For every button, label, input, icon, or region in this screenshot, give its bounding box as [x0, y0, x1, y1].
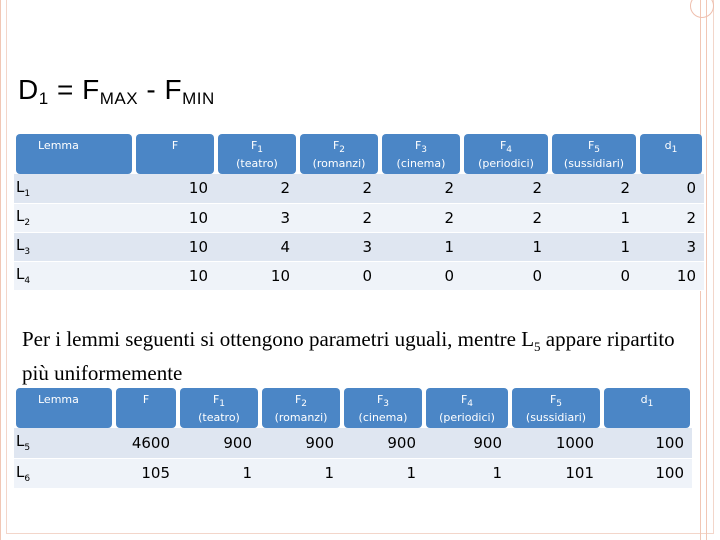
header-subscript: 3 [421, 145, 428, 156]
table-cell: 1000 [510, 428, 602, 458]
table-cell: 2 [462, 203, 550, 232]
slide-title: $D_1 = F_{MAX} - F_{MIN}$ [18, 74, 215, 108]
header-note: (sussidiari) [525, 411, 587, 425]
header-label: d [664, 139, 672, 152]
column-header [638, 134, 704, 174]
header-cell [464, 134, 548, 174]
table-cell: 10 [638, 261, 704, 290]
explanatory-note: Per i lemmi seguenti si ottengono parametri uguali, mentre $L_5$ appare ripartito più uniformemente [22, 327, 675, 386]
table-cell: 900 [260, 428, 342, 458]
column-header [298, 134, 380, 174]
table-row [14, 174, 704, 203]
header-cell [262, 388, 340, 428]
header-subscript: 5 [556, 399, 563, 410]
header-note: (romanzi) [312, 157, 366, 171]
row-label-subscript: 4 [24, 276, 31, 286]
table-row [14, 458, 692, 488]
column-header [380, 134, 462, 174]
row-label [14, 428, 114, 458]
table-cell: 2 [298, 174, 380, 203]
table-cell: 1 [260, 458, 342, 488]
table-cell: 10 [134, 232, 216, 261]
header-label: Lemma [38, 139, 79, 152]
column-header [510, 388, 602, 428]
table-cell: 0 [550, 261, 638, 290]
header-label: F [587, 139, 595, 152]
column-header [260, 388, 342, 428]
table-cell: 10 [216, 261, 298, 290]
table-cell: 3 [216, 203, 298, 232]
header-subscript: 3 [383, 399, 390, 410]
header-note: (romanzi) [274, 411, 328, 425]
table-cell: 2 [638, 203, 704, 232]
header-subscript: 1 [257, 145, 264, 156]
column-header [602, 388, 692, 428]
table-cell: 900 [424, 428, 510, 458]
table-cell: 3 [298, 232, 380, 261]
row-label [14, 232, 134, 261]
table-cell: 2 [462, 174, 550, 203]
header-label: F [212, 393, 220, 406]
column-header [550, 134, 638, 174]
header-subscript: 1 [219, 399, 226, 410]
header-cell [136, 134, 214, 174]
row-label-subscript: 1 [24, 188, 31, 199]
header-note: (cinema) [358, 411, 408, 425]
table-cell: 4600 [114, 428, 178, 458]
header-subscript: 2 [339, 145, 346, 156]
header-cell [218, 134, 296, 174]
table-cell: 0 [462, 261, 550, 290]
table-cell: 900 [342, 428, 424, 458]
column-header [178, 388, 260, 428]
table-cell: 1 [462, 232, 550, 261]
table-cell: 1 [424, 458, 510, 488]
header-label: F [499, 139, 507, 152]
table-cell: 900 [178, 428, 260, 458]
column-header [462, 134, 550, 174]
right-edge-line-2 [706, 0, 707, 540]
table-cell: 10 [134, 174, 216, 203]
header-cell [344, 388, 422, 428]
row-label [14, 174, 134, 203]
header-label: d [640, 393, 648, 406]
header-label: F [250, 139, 258, 152]
header-cell [640, 134, 702, 174]
header-note: (teatro) [236, 157, 278, 171]
column-header [216, 134, 298, 174]
header-label: F [460, 393, 468, 406]
table-row [14, 232, 704, 261]
table-row [14, 203, 704, 232]
header-label: F [294, 393, 302, 406]
table-cell: 3 [638, 232, 704, 261]
header-subscript: 1 [647, 399, 654, 410]
header-cell [300, 134, 378, 174]
header-cell [382, 134, 460, 174]
row-label-text: L [16, 462, 25, 481]
header-note: (teatro) [198, 411, 240, 425]
table-cell: 1 [550, 232, 638, 261]
table-cell: 0 [380, 261, 462, 290]
table-cell: 0 [298, 261, 380, 290]
frequency-table-2 [14, 388, 692, 489]
row-label-subscript: 6 [24, 473, 31, 484]
left-edge-line [0, 0, 1, 540]
header-label: Lemma [38, 393, 79, 406]
column-header [134, 134, 216, 174]
table-cell: 1 [342, 458, 424, 488]
header-subscript: 4 [467, 399, 474, 410]
header-subscript: 4 [506, 145, 513, 156]
table-cell: 2 [298, 203, 380, 232]
header-cell [552, 134, 636, 174]
row-label-text: L [16, 236, 25, 254]
header-label: F [332, 139, 340, 152]
row-label [14, 261, 134, 290]
header-label: F [376, 393, 384, 406]
table-cell: 1 [550, 203, 638, 232]
table-row [14, 261, 704, 290]
header-cell [116, 388, 176, 428]
table-cell: 101 [510, 458, 602, 488]
column-header [14, 134, 134, 174]
header-cell [16, 134, 132, 174]
table-cell: 100 [602, 458, 692, 488]
frequency-table-1 [14, 134, 704, 291]
table-cell: 2 [380, 174, 462, 203]
header-subscript: 5 [594, 145, 601, 156]
header-note: (cinema) [396, 157, 446, 171]
header-note: (sussidiari) [563, 157, 625, 171]
table-cell: 1 [178, 458, 260, 488]
table-cell: 2 [380, 203, 462, 232]
header-cell [16, 388, 112, 428]
row-label-text: L [16, 207, 25, 225]
table-row [14, 428, 692, 458]
header-note: (periodici) [478, 157, 534, 171]
column-header [114, 388, 178, 428]
header-label: F [549, 393, 557, 406]
row-label-text: L [16, 265, 25, 283]
table-cell: 10 [134, 261, 216, 290]
header-label: F [414, 139, 422, 152]
header-note: (periodici) [439, 411, 495, 425]
table-cell: 100 [602, 428, 692, 458]
table-cell: 10 [134, 203, 216, 232]
row-label-text: L [16, 432, 25, 451]
header-cell [604, 388, 690, 428]
header-cell [512, 388, 600, 428]
table-cell: 0 [638, 174, 704, 203]
table-cell: 2 [216, 174, 298, 203]
header-subscript: 1 [671, 145, 678, 156]
header-subscript: 2 [301, 399, 308, 410]
column-header [342, 388, 424, 428]
table-cell: 4 [216, 232, 298, 261]
row-label-text: L [16, 177, 25, 196]
table-cell: 105 [114, 458, 178, 488]
header-label: F [142, 393, 150, 406]
row-label-subscript: 5 [24, 443, 31, 454]
table-cell: 2 [550, 174, 638, 203]
row-label [14, 458, 114, 488]
header-cell [180, 388, 258, 428]
row-label-subscript: 3 [24, 247, 31, 257]
column-header [424, 388, 510, 428]
table-cell: 1 [380, 232, 462, 261]
header-cell [426, 388, 508, 428]
row-label-subscript: 2 [24, 218, 31, 228]
column-header [14, 388, 114, 428]
header-label: F [171, 139, 179, 152]
row-label [14, 203, 134, 232]
